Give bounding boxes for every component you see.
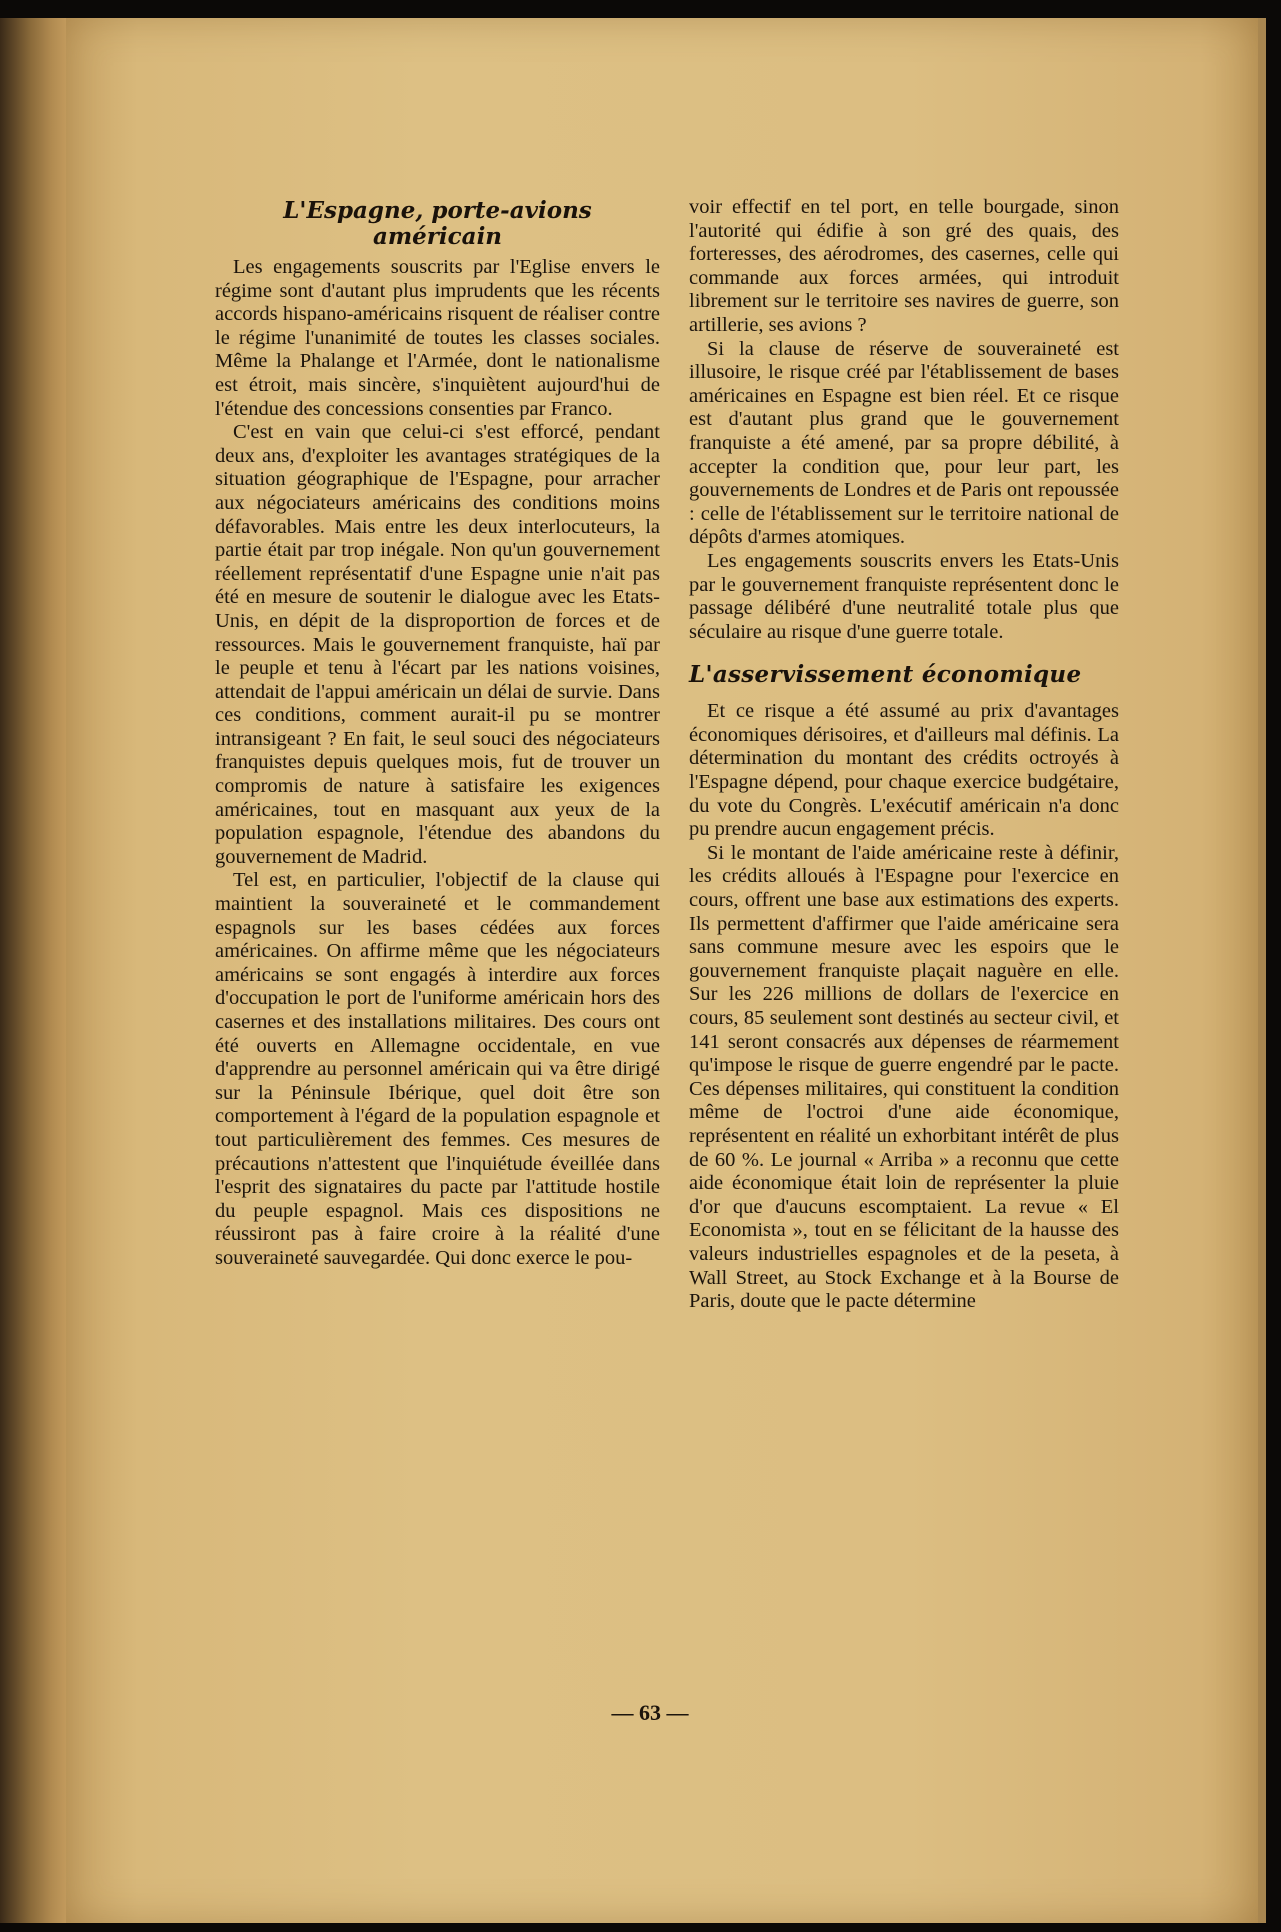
- right-column: [689, 196, 1119, 1314]
- paragraph-continuation: voir effectif en tel port, en telle bourgade, sinon l'autorité qui édifie à son gré des quais, des forteresses, des aérodromes, des casernes, celle qui commande aux forces armées, qui introduit librement sur le territoire ses navires de guerre, son artillerie, ses avions ?: [689, 196, 1119, 336]
- paragraph: Et ce risque a été assumé au prix d'avantages économiques dérisoires, et d'ailleurs mal définis. La détermination du montant des crédits octroyés à l'Espagne dépend, pour chaque exercice budgétaire, du vote du Congrès. L'exécutif américain n'a donc pu prendre aucun engagement précis.: [689, 700, 1119, 841]
- section-heading-1: L'Espagne, porte-avions américain: [283, 197, 592, 250]
- paragraph: Si le montant de l'aide américaine reste à définir, les crédits alloués à l'Espagne pour l'exercice en cours, offrent une base aux estimations des experts. Ils permettent d'affirmer que l'aide américaine sera sans commune mesure avec les espoirs que le gouvernement franquiste plaçait naguère en elle. Sur les 226 millions de dollars de l'exercice en cours, 85 seulement sont destinés au secteur civil, et 141 seront consacrés aux dépenses de réarmement qu'impose le risque de guerre engendré par le pacte. Ces dépenses militaires, qui constituent la condition même de l'octroi d'une aide économique, représentent en réalité un exhorbitant intérêt de plus de 60 %. Le journal « Arriba » a reconnu que cette aide économique était loin de représenter la pluie d'or que d'aucuns escomptaient. La revue « El Economista », tout en se félicitant de la hausse des valeurs industrielles espagnoles et de la peseta, à Wall Street, au Stock Exchange et à la Bourse de Paris, doute que le pacte détermine: [689, 841, 1119, 1313]
- paragraph: Si la clause de réserve de souveraineté est illusoire, le risque créé par l'établissement de bases américaines en Espagne est bien réel. Et ce risque est d'autant plus grand que le gouvernement franquiste a été amené, par sa propre débilité, à accepter la condition que, pour leur part, les gouvernements de Londres et de Paris ont repoussée : celle de l'établissement sur le territoire national de dépôts d'armes atomiques.: [689, 337, 1119, 549]
- paragraph: Tel est, en particulier, l'objectif de la clause qui maintient la souveraineté et le commandement espagnols sur les bases cédées aux forces américaines. On affirme même que les négociateurs américains se sont engagés à interdire aux forces d'occupation le port de l'uniforme américain hors des casernes et des installations militaires. Des cours ont été ouverts en Allemagne occidentale, en vue d'apprendre au personnel américain qui va être dirigé sur la Péninsule Ibérique, quel doit être son comportement à l'égard de la population espagnole et tout particulièrement des femmes. Ces mesures de précautions n'attestent que l'inquiétude éveillée dans l'esprit des signataires du pacte par l'attitude hostile du peuple espagnol. Mais ces dispositions ne réussiront pas à faire croire à la réalité d'une souveraineté sauvegardée. Qui donc exerce le pou-: [215, 869, 660, 1269]
- paragraph: Les engagements souscrits par l'Eglise envers le régime sont d'autant plus imprudents que les récents accords hispano-américains risquent de réaliser contre le régime l'unanimité de toutes les classes sociales. Même la Phalange et l'Armée, dont le nationalisme est étroit, mais sincère, s'inquiètent aujourd'hui de l'étendue des concessions consenties par Franco.: [215, 256, 660, 420]
- left-column: [215, 196, 660, 1271]
- paragraph: C'est en vain que celui-ci s'est efforcé, pendant deux ans, d'exploiter les avantages stratégiques de la situation géographique de l'Espagne, pour arracher aux négociateurs américains des conditions moins défavorables. Mais entre les deux interlocuteurs, la partie était par trop inégale. Non qu'un gouvernement réellement représentatif d'une Espagne unie n'ait pas été en mesure de soutenir le dialogue avec les Etats-Unis, en dépit de la disproportion de forces et de ressources. Mais le gouvernement franquiste, haï par le peuple et tenu à l'écart par les nations voisines, attendait de l'appui américain un délai de survie. Dans ces conditions, comment aurait-il pu se montrer intransigeant ? En fait, le seul souci des négociateurs franquistes depuis quelques mois, fut de trouver un compromis de nature à satisfaire les exigences américaines, tout en masquant aux yeux de la population espagnole, l'étendue des abandons du gouvernement de Madrid.: [215, 421, 660, 868]
- book-spine: [0, 18, 68, 1923]
- page-edge: [1258, 18, 1266, 1923]
- section-heading-2: L'asservissement économique: [689, 661, 1082, 689]
- page-number: — 63 —: [611, 1700, 689, 1725]
- paragraph: Les engagements souscrits envers les Etats-Unis par le gouvernement franquiste représentent donc le passage délibéré d'une neutralité totale plus que séculaire au risque d'une guerre totale.: [689, 549, 1119, 643]
